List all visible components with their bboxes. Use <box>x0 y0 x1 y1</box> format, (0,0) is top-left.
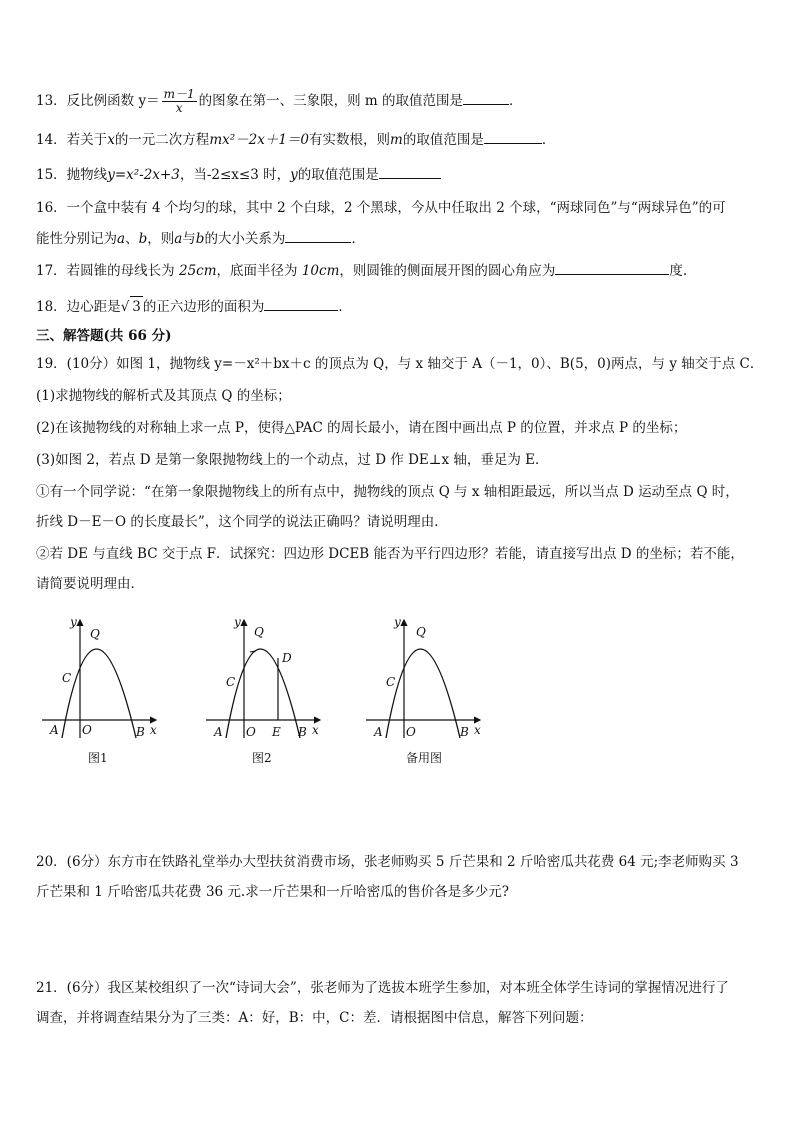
label-y: y <box>234 615 241 629</box>
figure-caption: 图2 <box>252 751 272 765</box>
question-19-part-3: (3)如图 2，若点 D 是第一象限抛物线上的一个动点，过 D 作 DE⊥x 轴，垂足为 E． <box>36 452 549 468</box>
label-b: B <box>460 725 469 739</box>
question-21-line-1: 21．(6分）我区某校组织了一次“诗词大会”，张老师为了选拔本班学生参加，对本班全体学生诗词的掌握情况进行了 <box>36 980 729 996</box>
answer-blank[interactable] <box>264 296 338 311</box>
label-a: A <box>214 725 223 739</box>
answer-blank[interactable] <box>463 90 509 105</box>
answer-blank[interactable] <box>379 164 441 179</box>
question-19-line-1: 19．(10分）如图 1，抛物线 y=－x²＋bx＋c 的顶点为 Q，与 x 轴交于 A（－1，0）、B(5，0)两点，与 y 轴交于点 C． <box>36 356 764 372</box>
label-x: x <box>474 723 481 737</box>
question-20-line-2: 斤芒果和 1 斤哈密瓜共花费 36 元.求一斤芒果和一斤哈密瓜的售价各是多少元? <box>36 884 509 900</box>
label-q: Q <box>254 625 264 639</box>
fraction: $\frac{m-1}{x}$ <box>163 87 195 115</box>
parabola <box>62 649 136 738</box>
question-17: 17．若圆锥的母线长为 25cm，底面半径为 10cm，则圆锥的侧面展开图的圆心角应为 度. <box>36 260 687 281</box>
figure-caption: 备用图 <box>406 751 443 765</box>
answer-blank[interactable] <box>555 260 669 275</box>
question-19-part-2: (2)在该抛物线的对称轴上求一点 P，使得△PAC 的周长最小，请在图中画出点 P 的位置，并求点 P 的坐标； <box>36 420 687 436</box>
label-x: x <box>312 723 319 737</box>
label-o: O <box>406 725 416 739</box>
answer-blank[interactable] <box>484 129 542 144</box>
question-19-sub-2b: 请简要说明理由． <box>36 576 144 592</box>
question-14: 14．若关于x的一元二次方程mx²－2x＋1＝0有实数根，则m的取值范围是 ． <box>36 129 555 150</box>
label-y: y <box>70 615 77 629</box>
question-19-sub-2a: ②若 DE 与直线 BC 交于点 F．试探究：四边形 DCEB 能否为平行四边形？若能，请直接写出点 D 的坐标；若不能， <box>36 546 744 562</box>
question-16-line-1: 16．一个盒中装有 4 个均匀的球，其中 2 个白球，2 个黑球，今从中任取出 2 个球，“两球同色”与“两球异色”的可 <box>36 200 726 216</box>
figure-caption: 图1 <box>88 751 108 765</box>
question-19-part-1: (1)求抛物线的解析式及其顶点 Q 的坐标； <box>36 388 291 404</box>
label-c: C <box>62 671 72 685</box>
sqrt-symbol: √ <box>120 299 130 315</box>
label-o: O <box>246 725 256 739</box>
label-c: C <box>386 675 396 689</box>
label-o: O <box>82 723 92 737</box>
figure-2 <box>200 610 340 780</box>
question-16-line-2: 能性分别记为a、b，则a与b的大小关系为 ． <box>36 228 365 249</box>
section-heading: 三、解答题(共 66 分) <box>36 328 172 344</box>
question-21-line-2: 调查，并将调查结果分为了三类：A：好，B：中，C：差．请根据图中信息，解答下列问题： <box>36 1010 593 1026</box>
label-d: D <box>282 651 292 665</box>
label-a: A <box>374 725 383 739</box>
label-c: C <box>226 675 236 689</box>
answer-blank[interactable] <box>285 228 351 243</box>
parabola <box>386 649 460 738</box>
question-19-sub-1a: ①有一个同学说：“在第一象限抛物线上的所有点中，抛物线的顶点 Q 与 x 轴相距最远，所以当点 D 运动至点 Q 时， <box>36 484 739 500</box>
label-b: B <box>298 725 307 739</box>
label-a: A <box>50 723 59 737</box>
question-19-sub-1b: 折线 D－E－O 的长度最长”，这个同学的说法正确吗？请说明理由． <box>36 514 448 530</box>
figure-1 <box>36 610 176 780</box>
label-y: y <box>394 615 401 629</box>
segment-short <box>250 651 256 652</box>
question-15: 15．抛物线y=x²-2x+3，当-2≤x≤3 时，y的取值范围是 <box>36 164 441 185</box>
question-20-line-1: 20．(6分）东方市在铁路礼堂举办大型扶贫消费市场，张老师购买 5 斤芒果和 2 斤哈密瓜共花费 64 元;李老师购买 3 <box>36 854 739 870</box>
figure-backup <box>360 610 500 780</box>
label-b: B <box>136 725 145 739</box>
label-q: Q <box>416 625 426 639</box>
question-18: 18．边心距是√ 3 的正六边形的面积为 ． <box>36 296 352 317</box>
question-13: 13．反比例函数 y＝ $\frac{m-1}{x}$ 的图象在第一、三象限，则 m 的取值范围是 ． <box>36 87 523 115</box>
label-q: Q <box>90 627 100 641</box>
label-x: x <box>150 723 157 737</box>
label-e: E <box>272 725 281 739</box>
